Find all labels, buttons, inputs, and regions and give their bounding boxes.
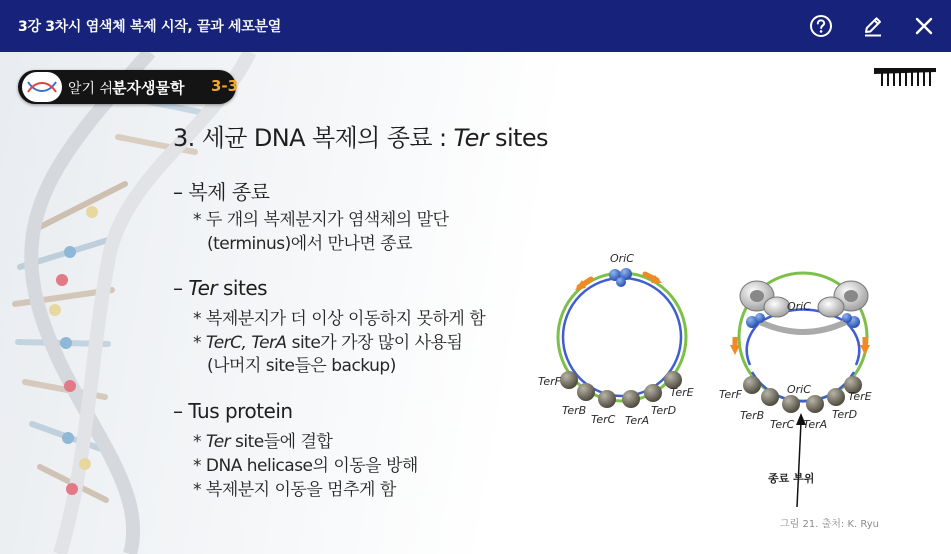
helicase-icon: [609, 268, 632, 287]
bullet-text: (나머지 site들은 backup): [207, 356, 396, 376]
section-title-tus-protein: – Tus protein: [173, 399, 293, 423]
bullet-text: * 두 개의 복제분지가 염색체의 말단: [193, 210, 449, 230]
edit-button[interactable]: [860, 13, 886, 39]
window-title: 3강 3차시 염색체 복제 시작, 끝과 세포분열: [18, 19, 281, 35]
bullet-text: * 복제분지가 더 이상 이동하지 못하게 함: [193, 309, 486, 329]
badge-number: 3-3: [211, 77, 239, 95]
section-title-ter-sites: – Ter sites: [173, 276, 268, 300]
heading-tail: sites: [488, 124, 548, 152]
title-bar: [0, 0, 951, 52]
badge-course: 분자생물학: [112, 79, 185, 97]
badge-prefix: 알기 쉬운: [68, 81, 127, 97]
section-title-termination: – 복제 종료: [173, 180, 270, 204]
replication-termination-diagram: [535, 247, 905, 517]
svg-text:TerB: TerB: [562, 404, 587, 417]
svg-text:TerB: TerB: [740, 409, 765, 422]
svg-text:TerD: TerD: [651, 404, 677, 417]
heading-italic: Ter: [453, 124, 489, 152]
left-oric-label: OriC: [610, 252, 634, 265]
svg-text:TerC: TerC: [770, 418, 795, 431]
svg-text:TerE: TerE: [848, 390, 872, 403]
pencil-icon: [860, 13, 886, 39]
bullet-text: * Ter site들에 결합: [193, 432, 333, 452]
close-icon: [911, 13, 937, 39]
svg-text:TerA: TerA: [803, 418, 828, 431]
bullet-text: * 복제분지 이동을 멈추게 함: [193, 480, 396, 500]
bullet-text: * TerC, TerA site가 가장 많이 사용됨: [193, 333, 463, 353]
dna-logo-icon: [22, 72, 62, 102]
slide-content: [0, 52, 951, 554]
svg-text:TerD: TerD: [832, 408, 858, 421]
svg-text:TerF: TerF: [538, 375, 561, 388]
bullet-text: * DNA helicase의 이동을 방해: [193, 456, 418, 476]
slide-heading: [173, 118, 548, 153]
svg-text:TerE: TerE: [670, 386, 694, 399]
svg-text:TerA: TerA: [625, 414, 650, 427]
bullet-text: (terminus)에서 만나면 종료: [207, 234, 413, 254]
svg-text:TerF: TerF: [719, 388, 742, 401]
course-badge: [18, 70, 239, 104]
brand-logo-icon: [872, 64, 938, 88]
svg-text:TerC: TerC: [591, 413, 616, 426]
close-button[interactable]: [911, 13, 937, 39]
help-circle-icon: [808, 13, 834, 39]
right-oric-label: OriC: [787, 300, 811, 313]
heading-main: 3. 세균 DNA 복제의 종료 :: [173, 124, 454, 152]
figure-credit: 그림 21. 출처: K. Ryu: [780, 519, 880, 530]
left-chromosome: [538, 252, 694, 427]
help-button[interactable]: [808, 13, 834, 39]
termination-site-label: 종료 부위: [768, 472, 815, 485]
right-oric-inner-label: OriC: [787, 383, 811, 396]
